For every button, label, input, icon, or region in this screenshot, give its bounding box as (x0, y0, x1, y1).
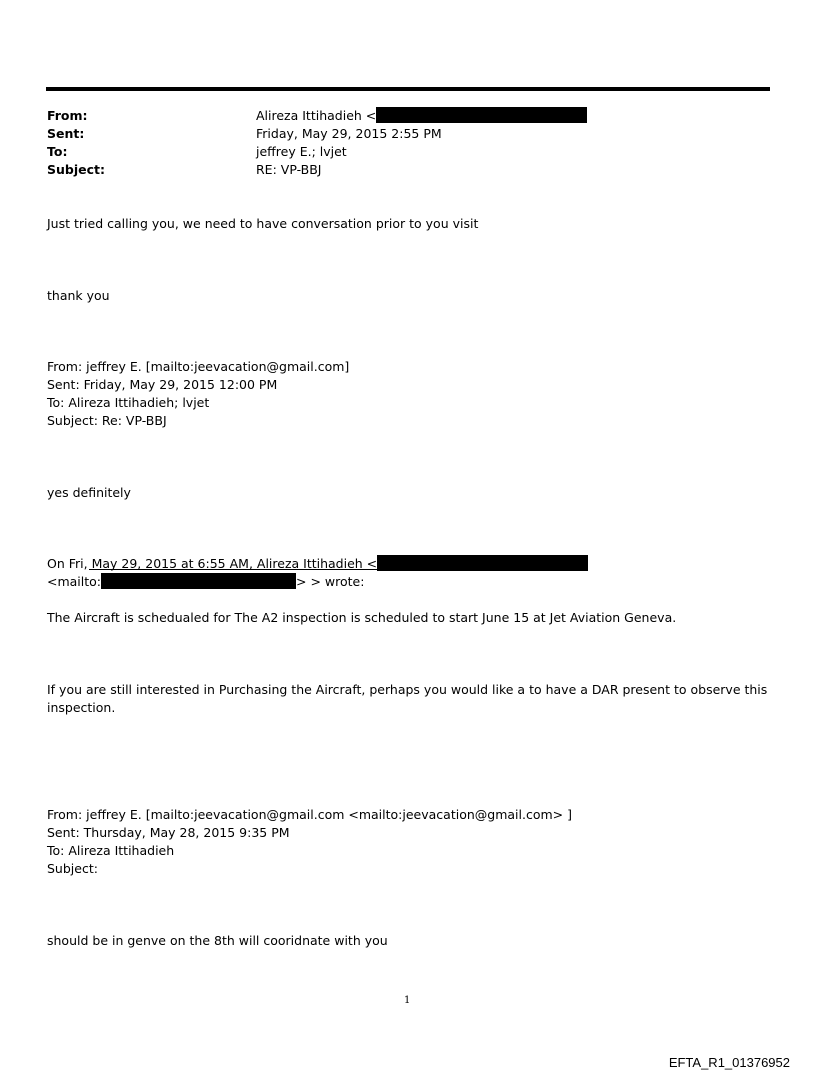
quote1-message: yes definitely (47, 485, 131, 500)
body-line-2: thank you (47, 288, 110, 303)
quote1-subject: Subject: Re: VP-BBJ (47, 413, 167, 428)
from-label: From: (47, 108, 88, 123)
quote1-sent: Sent: Friday, May 29, 2015 12:00 PM (47, 377, 278, 392)
redaction-block (376, 107, 587, 123)
quote2-mailto-suffix: > > wrote: (296, 574, 365, 589)
quote3-to: To: Alireza Ittihadieh (47, 843, 175, 858)
page-number: 1 (404, 995, 411, 1006)
quote3-sent: Sent: Thursday, May 28, 2015 9:35 PM (47, 825, 290, 840)
header-rule (46, 87, 770, 91)
quote1-to: To: Alireza Ittihadieh; lvjet (47, 395, 210, 410)
quote2-para2-line2: inspection. (47, 700, 116, 715)
to-value: jeffrey E.; lvjet (256, 144, 347, 159)
subject-label: Subject: (47, 162, 105, 177)
redaction-block (101, 573, 296, 589)
quote2-para1: The Aircraft is schedualed for The A2 inspection is scheduled to start June 15 at Jet Aviation Geneva. (47, 610, 677, 625)
quote1-from: From: jeffrey E. [mailto:jeevacation@gmail.com] (47, 359, 350, 374)
sent-value: Friday, May 29, 2015 2:55 PM (256, 126, 442, 141)
document-id: EFTA_R1_01376952 (668, 1055, 790, 1070)
subject-value: RE: VP-BBJ (256, 162, 322, 177)
quote3-subject: Subject: (47, 861, 98, 876)
quote2-mailto-line (47, 573, 364, 591)
quote3-message: should be in genve on the 8th will cooridnate with you (47, 933, 388, 948)
sent-label: Sent: (47, 126, 85, 141)
quote3-from: From: jeffrey E. [mailto:jeevacation@gmail.com <mailto:jeevacation@gmail.com> ] (47, 807, 572, 822)
to-label: To: (47, 144, 68, 159)
from-name: Alireza Ittihadieh < (256, 108, 377, 123)
from-value (256, 107, 587, 125)
redaction-block (377, 555, 588, 571)
body-line-1: Just tried calling you, we need to have conversation prior to you visit (47, 216, 479, 231)
quote2-on-line (47, 555, 588, 573)
quote2-on-text: On Fri, May 29, 2015 at 6:55 AM, Alireza Ittihadieh < (47, 556, 378, 571)
quote2-para2-line1: If you are still interested in Purchasing the Aircraft, perhaps you would like a to have a DAR present to observe this (47, 682, 768, 697)
quote2-mailto-prefix: <mailto: (47, 574, 102, 589)
